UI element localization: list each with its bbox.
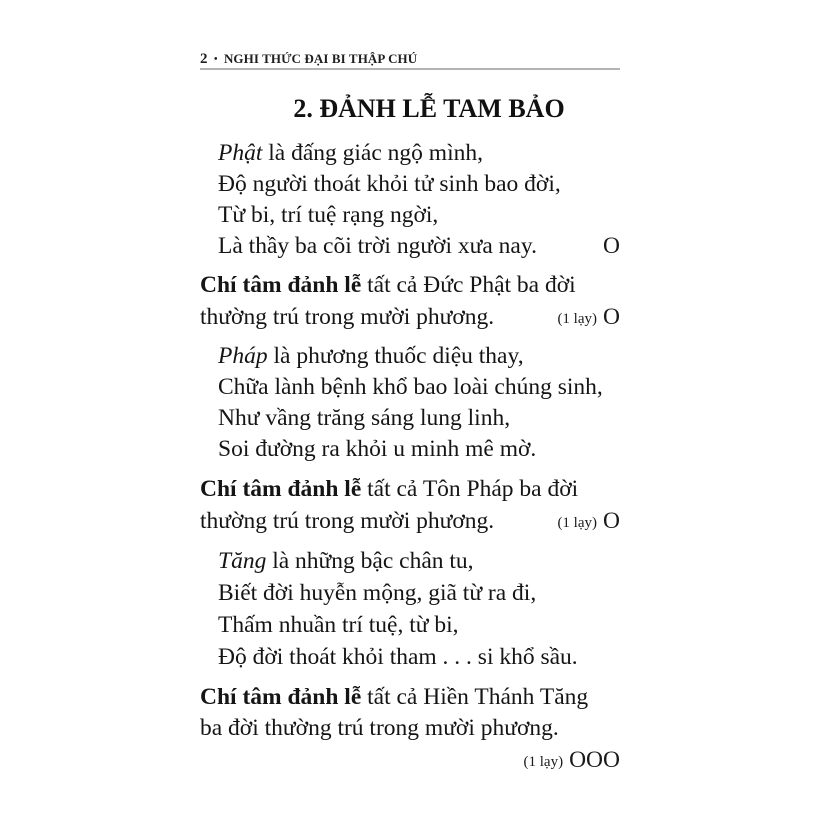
prostration-line: Chí tâm đảnh lễ tất cả Đức Phật ba đời — [200, 272, 576, 298]
lead-word: Pháp — [218, 343, 268, 369]
bow-note: (1 lạy) — [557, 311, 598, 327]
verse-line: Tăng là những bậc chân tu, — [218, 548, 474, 574]
prostration-line: thường trú trong mười phương. — [200, 508, 495, 534]
bow-note: (1 lạy) — [523, 754, 564, 770]
prostration-mark — [557, 302, 620, 334]
running-head — [200, 51, 620, 68]
prostration-line: Chí tâm đảnh lễ tất cả Tôn Pháp ba đời — [200, 476, 579, 502]
verse-line: Như vầng trăng sáng lung linh, — [218, 405, 511, 431]
prostration-line: ba đời thường trú trong mười phương. — [200, 715, 559, 741]
prostration-line: thường trú trong mười phương. — [200, 304, 495, 330]
verse-line: Biết đời huyễn mộng, giã từ ra đi, — [218, 580, 537, 606]
verse-line: Chữa lành bệnh khổ bao loài chúng sinh, — [218, 374, 603, 400]
bullet-separator: • — [213, 54, 218, 65]
bow-note: (1 lạy) — [557, 515, 598, 531]
prostration-mark — [557, 506, 620, 538]
bell-mark: O — [603, 233, 620, 259]
bell-mark: OOO — [569, 747, 620, 773]
verse-line: Phật là đấng giác ngộ mình, — [218, 140, 483, 166]
verse-line: Thấm nhuần trí tuệ, từ bi, — [218, 612, 459, 638]
prostration-mark — [524, 745, 621, 777]
verse-line: Độ người thoát khỏi tử sinh bao đời, — [218, 171, 561, 197]
verse-line: Từ bi, trí tuệ rạng ngời, — [218, 202, 439, 228]
book-page — [200, 0, 620, 827]
header-rule — [200, 68, 620, 70]
page-number: 2 — [200, 51, 208, 67]
bold-lead: Chí tâm đảnh lễ — [200, 684, 362, 710]
bold-lead: Chí tâm đảnh lễ — [200, 272, 362, 298]
verse-line: Pháp là phương thuốc diệu thay, — [218, 343, 524, 369]
book-title: NGHI THỨC ĐẠI BI THẬP CHÚ — [223, 51, 418, 66]
bold-lead: Chí tâm đảnh lễ — [200, 476, 362, 502]
verse-line: Soi đường ra khỏi u minh mê mờ. — [218, 436, 537, 462]
section-title: 2. ĐẢNH LỄ TAM BẢO — [293, 94, 565, 123]
bell-mark: O — [603, 304, 620, 330]
verse-line: Độ đời thoát khỏi tham . . . si khổ sầu. — [218, 644, 578, 670]
lead-word: Tăng — [218, 548, 267, 574]
lead-word: Phật — [218, 140, 263, 166]
prostration-line: Chí tâm đảnh lễ tất cả Hiền Thánh Tăng — [200, 684, 589, 710]
bell-mark: O — [603, 508, 620, 534]
verse-line: Là thầy ba cõi trời người xưa nay. — [218, 233, 537, 259]
